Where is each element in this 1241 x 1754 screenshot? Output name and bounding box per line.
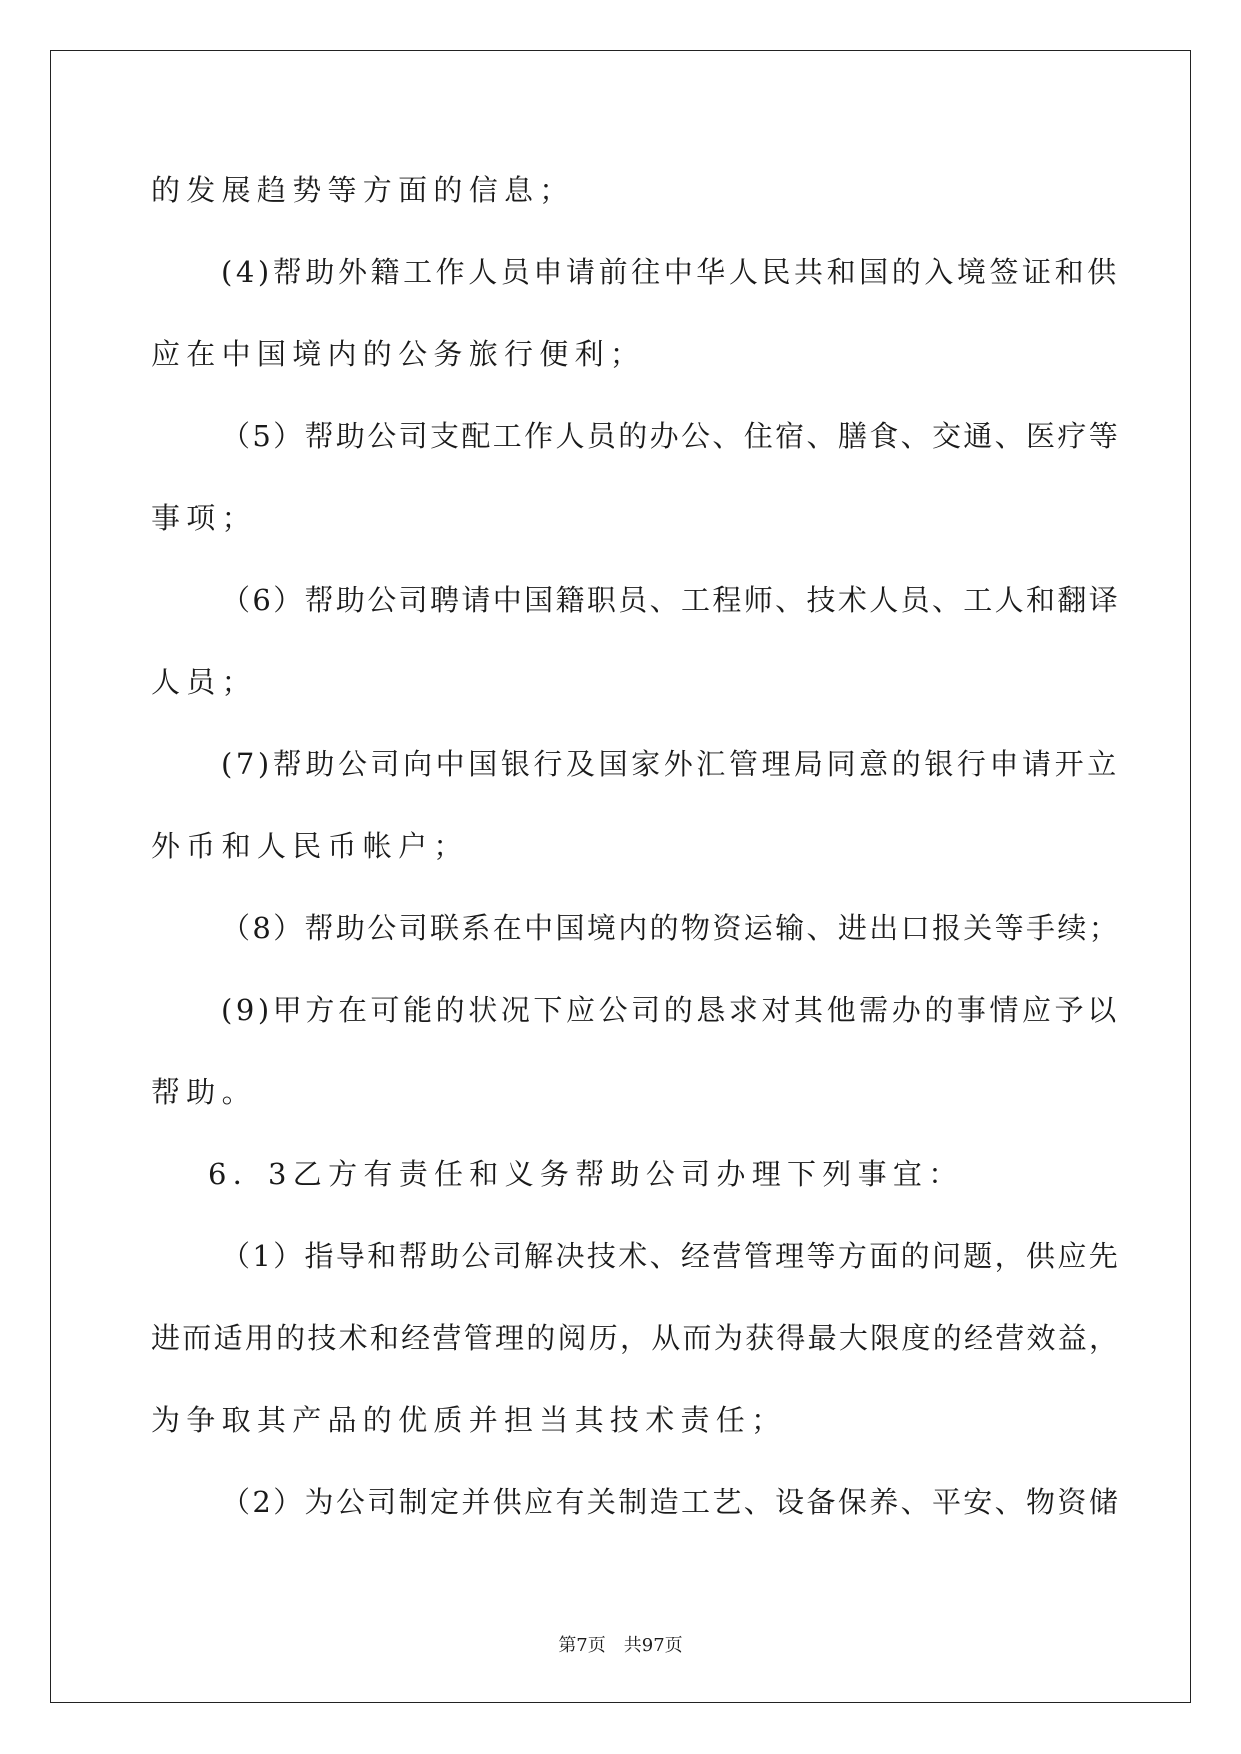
text-line: (7)帮助公司向中国银行及国家外汇管理局同意的银行申请开立: [221, 747, 1120, 781]
text-line: （8）帮助公司联系在中国境内的物资运输、进出口报关等手续；: [221, 911, 1121, 945]
section-heading: 6．3乙方有责任和义务帮助公司办理下列事宜：: [208, 1157, 964, 1191]
text-line: （6）帮助公司聘请中国籍职员、工程师、技术人员、工人和翻译: [221, 583, 1121, 617]
text-line: (9)甲方在可能的状况下应公司的恳求对其他需办的事情应予以: [221, 993, 1120, 1027]
text-line: 外币和人民币帐户；: [151, 829, 469, 863]
text-line: 帮助。: [151, 1075, 257, 1109]
text-line: (4)帮助外籍工作人员申请前往中华人民共和国的入境签证和供: [221, 255, 1120, 289]
text-line: 事项；: [151, 501, 257, 535]
text-line: 为争取其产品的优质并担当其技术责任；: [151, 1403, 787, 1437]
text-line: （1）指导和帮助公司解决技术、经营管理等方面的问题，供应先: [221, 1239, 1121, 1273]
text-line: （2）为公司制定并供应有关制造工艺、设备保养、平安、物资储: [221, 1485, 1121, 1519]
text-line: 应在中国境内的公务旅行便利；: [151, 337, 646, 371]
text-line: （5）帮助公司支配工作人员的办公、住宿、膳食、交通、医疗等: [221, 419, 1121, 453]
text-line: 进而适用的技术和经营管理的阅历，从而为获得最大限度的经营效益，: [151, 1321, 1121, 1355]
text-line: 人员；: [151, 665, 257, 699]
page-border: [50, 50, 1191, 1703]
page-number-footer: 第7页 共97页: [558, 1635, 683, 1656]
text-line: 的发展趋势等方面的信息；: [151, 173, 575, 207]
